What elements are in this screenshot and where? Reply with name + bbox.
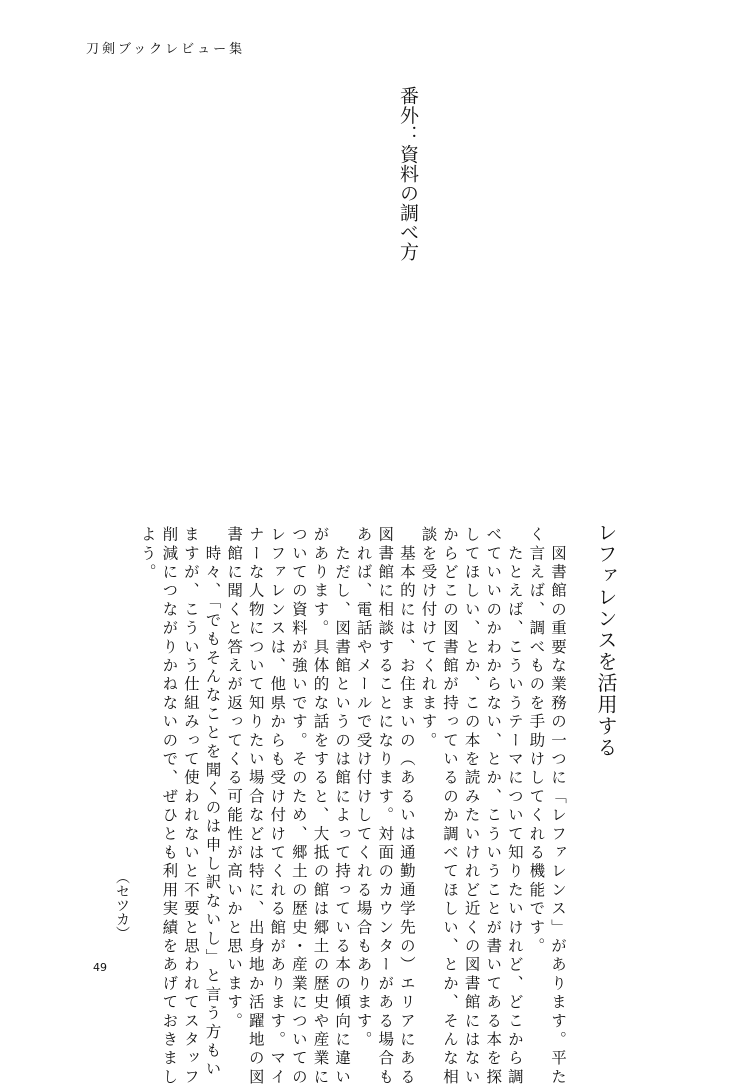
text-line: 書館に聞くと答えが返ってくる可能性が高いかと思います。 xyxy=(225,526,244,1031)
page-number: 49 xyxy=(93,961,107,974)
text-line: 談を受け付けてくれます。 xyxy=(419,526,438,751)
section-heading: レファレンスを活用する xyxy=(594,522,618,759)
text-line: してほしい、とか、この本を読みたいけれど近くの図書館にはない xyxy=(462,526,481,1087)
text-line: 削減につながりかねないので、ぜひとも利用実績をあげておきまし xyxy=(160,526,179,1087)
text-line: レファレンスは、他県からも受け付けてくれる館があります。マイ xyxy=(268,526,287,1087)
text-line: 図書館に相談することになります。対面のカウンターがある場合も xyxy=(376,526,395,1087)
author-credit: （セツカ） xyxy=(114,870,130,940)
text-line: ただし、図書館というのは館によって持っている本の傾向に違い xyxy=(333,526,352,1087)
text-line: 時々、「でもそんなことを聞くのは申し訳ないし」と言う方もい xyxy=(203,526,222,1080)
text-line: ナーな人物について知りたい場合などは特に、出身地か活躍地の図 xyxy=(246,526,265,1087)
text-line: からどこの図書館が持っているのか調べてほしい、とか、そんな相 xyxy=(441,526,460,1087)
text-line: よう。 xyxy=(138,526,157,583)
text-line: たとえば、こういうテーマについて知りたいけれど、どこから調 xyxy=(505,526,524,1087)
running-header: 刀剣ブックレビュー集 xyxy=(86,42,246,57)
text-line: があります。具体的な話をすると、大抵の館は郷土の歴史や産業に xyxy=(311,526,330,1087)
text-line: く言えば、調べものを手助けしてくれる機能です。 xyxy=(527,526,546,957)
text-line: べていいのかわからない、とか、こういうことが書いてある本を探 xyxy=(484,526,503,1087)
text-line: あれば、電話やメールで受け付けしてくれる場合もあります。 xyxy=(354,526,373,1050)
text-line: ますが、こういう仕組みって使われないと不要と思われてスタッフ xyxy=(181,526,200,1087)
text-line: 基本的には、お住まいの（あるいは通勤通学先の）エリアにある xyxy=(397,526,416,1087)
body-text xyxy=(136,526,568,1087)
page-title: 番外：資料の調べ方 xyxy=(397,86,419,262)
text-line: ついての資料が強いです。そのため、郷土の歴史・産業についての xyxy=(289,526,308,1087)
text-line: 図書館の重要な業務の一つに「レファレンス」があります。平た xyxy=(549,526,567,1087)
